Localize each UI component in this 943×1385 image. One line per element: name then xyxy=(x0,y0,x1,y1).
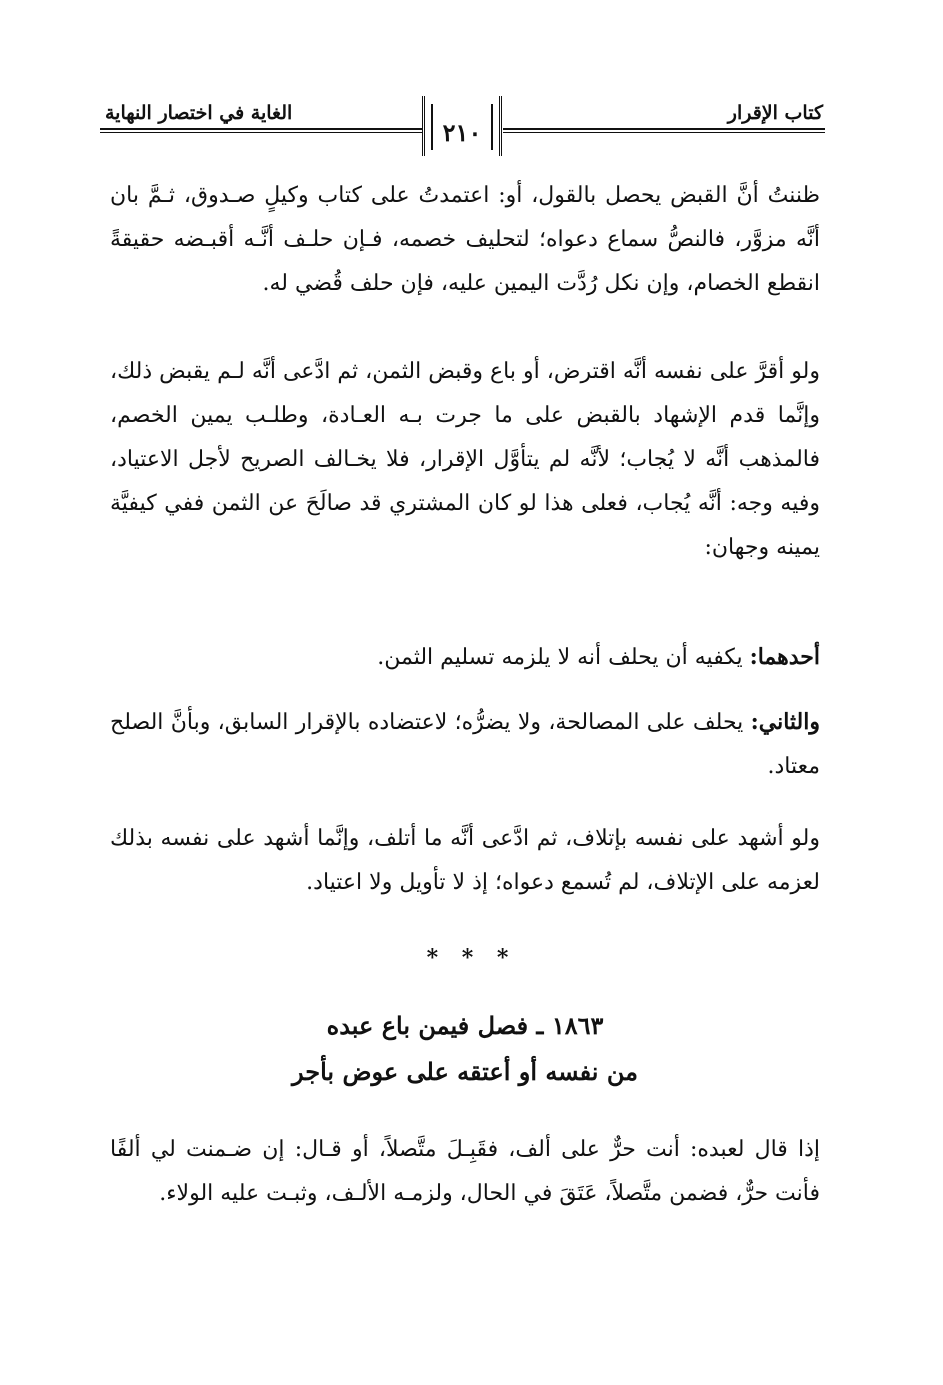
paragraph-content xyxy=(110,700,820,789)
second-opinion-label: والثاني: xyxy=(750,709,820,735)
paragraph-text: ولو أقرَّ على نفسه أنَّه اقترض، أو باع وقبض الثمن، ثم ادَّعى أنَّه لـم يقبض ذلك، وإنَّما قدم الإشهاد بالقبض على ما جرت بـه العـادة، وطلـب يمين الخصم، فالمذهب أنَّه لا يُجاب؛ لأنَّه لم يتأوَّل الإقرار، فلا يخـالف الصريح لأجل الاعتياد، وفيه وجه: أنَّه يُجاب، فعلى هذا لو كان المشتري قد صالَحَ عن الثمن ففي كيفيَّة يمينه وجهان: xyxy=(110,359,820,560)
section-heading xyxy=(110,1003,820,1095)
paragraph-1 xyxy=(110,174,820,306)
header-rule-right-thin xyxy=(503,132,825,133)
header-rule-right xyxy=(503,128,825,130)
section-title-line-1: ١٨٦٣ ـ فصل فيمن باع عبده xyxy=(326,1011,604,1040)
chapter-title: كتاب الإقرار xyxy=(727,102,823,124)
section-paragraph-1 xyxy=(110,1128,820,1216)
paragraph-3 xyxy=(110,635,820,680)
paragraph-text: ظننتُ أنَّ القبض يحصل بالقول، أو: اعتمدتُ على كتاب وكيلٍ صـدوق، ثـمَّ بان أنَّه مزوَّر، فالنصُّ سماع دعواه؛ لتحليف خصمه، فـإن حلـف أنَّـه أقبـضه حقيقةً انقطع الخصام، وإن نكل رُدَّت اليمين عليه، فإن حلف قُضي له. xyxy=(110,183,820,296)
book-title: الغاية في اختصار النهاية xyxy=(105,102,293,124)
page-header xyxy=(100,96,825,162)
paragraph-content xyxy=(110,635,820,680)
paragraph-5 xyxy=(110,817,820,905)
second-opinion-text: يحلف على المصالحة، ولا يضرُّه؛ لاعتضاده بالإقرار السابق، وبأنَّ الصلح معتاد. xyxy=(110,710,820,779)
paragraph-text: إذا قال لعبده: أنت حرٌّ على ألف، فقَبِـلَ متَّصلاً، أو قـال: إن ضـمنت لي ألفًا فأنت حرٌّ، فضمن متَّصلاً، عَتَقَ في الحال، ولزمـه الألـف، وثبـت عليه الولاء. xyxy=(110,1137,820,1206)
paragraph-2 xyxy=(110,350,820,570)
section-separator: * * * xyxy=(426,945,517,971)
section-title-line-2: من نفسه أو أعتقه على عوض بأجر xyxy=(292,1057,638,1086)
header-rule-left-thin xyxy=(100,132,422,133)
paragraph-4 xyxy=(110,700,820,789)
first-opinion-text: يكفيه أن يحلف أنه لا يلزمه تسليم الثمن. xyxy=(377,645,750,670)
page-number-frame xyxy=(422,96,502,156)
header-rule-left xyxy=(100,128,422,130)
page-number: ٢١٠ xyxy=(442,118,482,147)
paragraph-text: ولو أشهد على نفسه بإتلاف، ثم ادَّعى أنَّه ما أتلف، وإنَّما أشهد على نفسه بذلك لعزمه على الإتلاف، لم تُسمع دعواه؛ إذ لا تأويل ولا اعتياد. xyxy=(110,826,820,895)
first-opinion-label: أحدهما: xyxy=(749,644,820,670)
